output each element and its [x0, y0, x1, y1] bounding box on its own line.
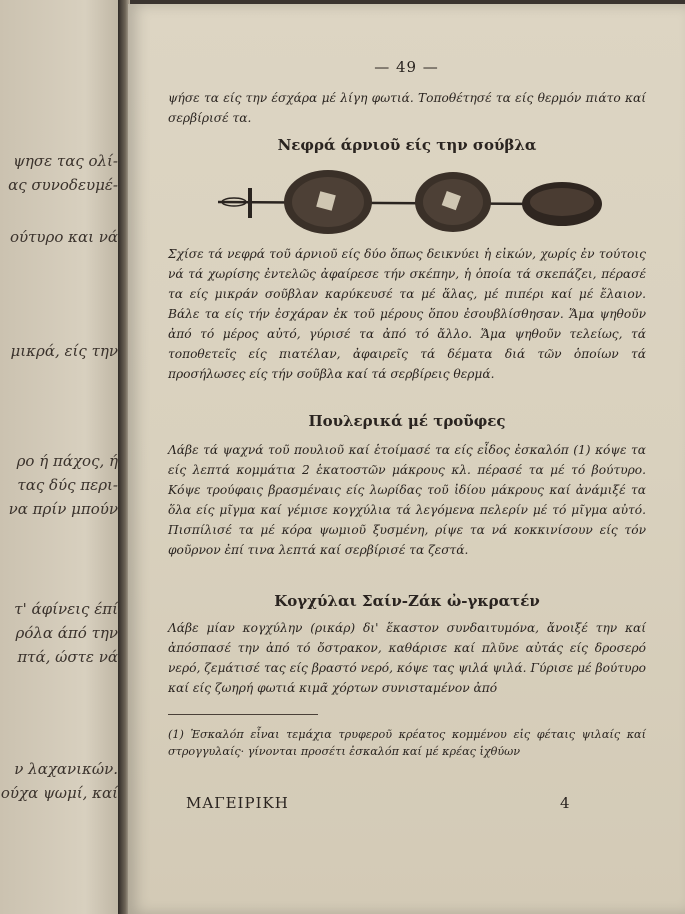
signature-number: 4	[560, 794, 570, 812]
left-fragment: μικρά, είς την	[10, 342, 118, 360]
skewer-icon	[218, 202, 546, 204]
left-fragment: ψησε τας ολί-	[13, 152, 118, 170]
section-title: Πουλερικά μέ τροῦφες	[308, 412, 506, 430]
left-fragment: ούχα ψωμί, καί	[0, 784, 118, 802]
section-title: Νεφρά άρνιοῦ είς την σούβλα	[277, 136, 537, 154]
left-fragment: τ' άφίνεις έπί	[14, 600, 118, 618]
left-page	[0, 0, 122, 914]
section-paragraph: Λάβε μίαν κογχύλην (ρικάρ) δι' ἕκαστον συνδαιτυμόνα, ἄνοιξέ την καί ἀπόσπασέ την ἀπό τό ὄστρακον, καθάρισε καί πλῦνε αὐτάς είς δροσερό νερό, ζεμάτισέ τας είς βραστό νερό, κόψε τας ψιλά ψιλά. Γύρισε μέ βούτυρο καί είς ζωηρή φωτιά κιμᾶ χόρτων συνισταμένον ἀπό	[168, 621, 646, 695]
kidney-skewer-illustration	[210, 166, 610, 236]
left-fragment: πτά, ώστε νά	[17, 648, 118, 666]
left-fragment: ρόλα άπό την	[15, 624, 118, 642]
footnote-rule	[168, 714, 318, 715]
section-title: Κογχύλαι Σαίν-Ζάκ ὠ-γκρατέν	[274, 592, 540, 610]
left-fragment: να πρίν μπούν	[8, 500, 118, 518]
section-paragraph: Λάβε τά ψαχνά τοῦ πουλιοῦ καί ἑτοίμασέ τα είς εἶδος ἐσκαλόπ (1) κόψε τα είς λεπτά κομμάτια 2 ἑκατοστῶν μάκρους κλ. πέρασέ τα μέ τό βούτυρο. Κόψε τρούφαις βρασμέναις είς λωρίδας τοῦ ἰδίου μάκρους καί ἀνάμιξέ τα ὅλα είς μῖγμα καί γέμισε κογχύλια τά λεγόμενα πελερίν μέ τό μῖγμα αὐτό. Πισπίλισέ τα μέ κόρα ψωμιοῦ ξυσμένη, ρίψε τα νά κοκκινίσουν είς τόν φοῦρνον ἐπί τινα λεπτά καί σερβίρισέ τα ζεστά.	[168, 443, 646, 557]
left-fragment: ας συνοδευμέ-	[8, 176, 118, 194]
footnote: (1) Ἐσκαλόπ εἶναι τεμάχια τρυφεροῦ κρέατος κομμένου εἰς φέταις ψιλαίς καί στρογγυλαίς· γίνονται προσέτι ἐσκαλόπ καί μέ κρέας ἰχθύων	[168, 728, 646, 758]
left-fragment: ν λαχανικών.	[14, 760, 118, 778]
left-fragment: ούτυρο και νά	[9, 228, 118, 246]
footer-title: ΜΑΓΕΙΡΙΚΗ	[186, 794, 289, 812]
page-number: — 49 —	[374, 58, 439, 76]
left-fragment: τας δύς περι-	[17, 476, 118, 494]
section-paragraph: Σχίσε τά νεφρά τοῦ άρνιοῦ είς δύο ὅπως δεικνύει ἡ εἰκών, χωρίς ἐν τούτοις νά τά χωρίσης ἐντελῶς ἀφαίρεσε τήν σκέπην, ἡ ὁποία τά σκεπάζει, πέρασέ τα είς μικράν σοῦβλαν καρύκευσέ τα μέ ἅλας, μέ πιπέρι καί μέ ἔλαιον. Βάλε τα είς τήν ἐσχάραν ἐκ τοῦ μέρους ὅπου ἐσουβλίσθησαν. Ἅμα ψηθοῦν ἀπό τό μέρος αὐτό, γύρισέ τα ἀπό τό ἄλλο. Ἅμα ψηθοῦν τελείως, τά τοποθετεῖς είς πιατέλαν, ἀφαιρεῖς τά δέματα διά τῶν ὁποίων τά προσήλωσες είς τήν σοῦβλα καί τά σερβίρεις θερμά.	[168, 247, 646, 381]
right-page	[128, 4, 685, 914]
skewer-guard-icon	[248, 188, 252, 218]
left-fragment: ρο ή πάχος, ή	[16, 452, 118, 470]
intro-paragraph: ψήσε τα είς την έσχάρα μέ λίγη φωτιά. Τοποθέτησέ τα είς θερμόν πιάτο καί σερβίρισέ τα.	[168, 91, 646, 125]
